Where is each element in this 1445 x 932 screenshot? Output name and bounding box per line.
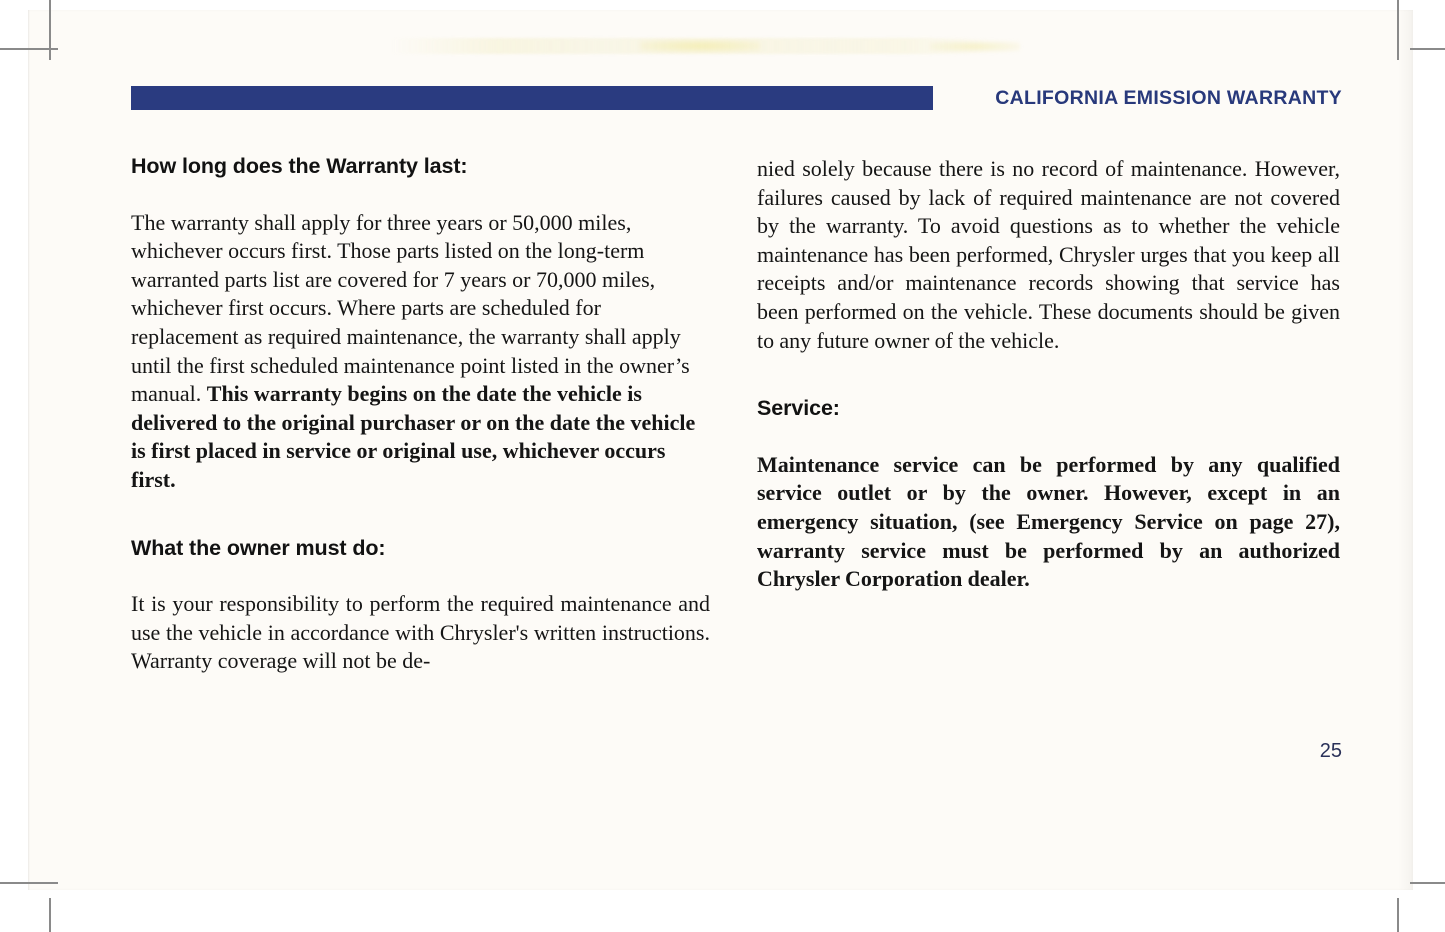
crop-mark-bottom-left-horizontal [0, 882, 58, 884]
right-text-column [757, 155, 1340, 594]
paper-left-edge-shadow [28, 10, 30, 890]
crop-mark-top-right-horizontal [1410, 48, 1445, 50]
crop-mark-bottom-right-horizontal [1410, 882, 1445, 884]
crop-mark-top-left-horizontal [0, 48, 58, 50]
heading-what-owner-must-do: What the owner must do: [131, 535, 386, 560]
heading-service: Service: [757, 396, 840, 421]
paragraph-warranty-duration [131, 209, 710, 495]
paragraph-service-requirements: Maintenance service can be performed by any qualified service outlet or by the owner. However, except in an emergency situation, (see Emergency Service on page 27), warranty service must be performed by an authorized Chrysler Corporation dealer. [757, 451, 1340, 592]
paragraph-owner-responsibility: It is your responsibility to perform the required maintenance and use the vehicle in accordance with Chrysler's written instructions. Warranty coverage will not be de- [131, 591, 710, 674]
crop-mark-top-left-vertical [49, 0, 51, 60]
paper-right-edge-shadow [1398, 10, 1413, 890]
scan-artifact-top-left [640, 40, 760, 52]
heading-how-long-warranty-last: How long does the Warranty last: [131, 154, 468, 178]
page-header-title: CALIFORNIA EMISSION WARRANTY [995, 87, 1342, 109]
crop-mark-bottom-left-vertical [49, 898, 51, 932]
scan-artifact-top-right [930, 41, 1020, 52]
left-text-column [131, 155, 710, 676]
paragraph-maintenance-records: nied solely because there is no record of maintenance. However, failures caused by lack of required maintenance are not covered by the warranty. To avoid questions as to whether the vehicle maintenance has been performed, Chrysler urges that you keep all receipts and/or maintenance records showing that service has been performed on the vehicle. These documents should be given to any future owner of the vehicle. [757, 156, 1340, 353]
crop-mark-bottom-right-vertical [1397, 898, 1399, 932]
crop-mark-top-right-vertical [1397, 0, 1399, 60]
paragraph-warranty-duration-bold: This warranty begins on the date the vehicle is delivered to the original purchaser or on the date the vehicle is first placed in service or original use, whichever occurs first. [131, 381, 696, 492]
paragraph-warranty-duration-normal: The warranty shall apply for three years or 50,000 miles, whichever occurs first. Those parts listed on the long-term warranted parts list are covered for 7 years or 70,000 miles, whichever first occurs. Where parts are scheduled for replacement as required maintenance, the warranty shall apply until the first scheduled maintenance point listed in the owner’s manual. [131, 209, 690, 407]
page-number: 25 [1319, 740, 1342, 762]
header-accent-bar [131, 86, 933, 110]
